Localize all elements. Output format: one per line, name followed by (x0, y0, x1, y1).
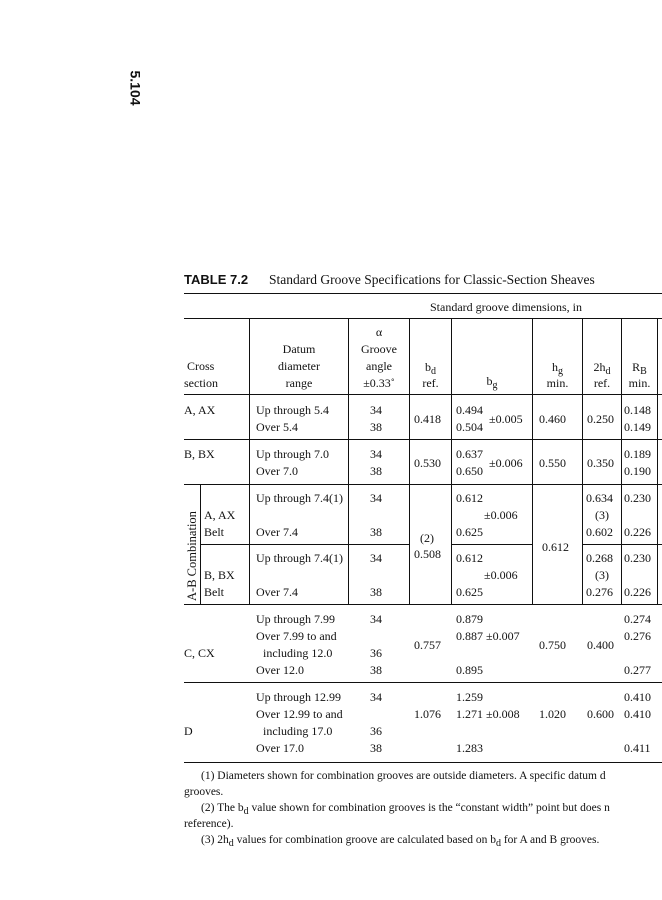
bg-c-1: 0.879 (456, 612, 483, 626)
tol-a: ±0.005 (489, 412, 523, 426)
bg-d-1: 1.259 (456, 690, 483, 704)
footnote-1-cont: grooves. (184, 786, 224, 798)
bg-c-3: 0.895 (456, 663, 483, 677)
rb-c-2: 0.276 (624, 629, 651, 643)
ab-hd-b-note: (3) (595, 568, 609, 582)
cross-d: D (184, 724, 193, 738)
ab-angle-b-1: 34 (370, 551, 382, 565)
rb-c-1: 0.274 (624, 612, 651, 626)
header-hd-ref: ref. (593, 376, 611, 390)
range-a-2: Over 5.4 (256, 420, 298, 434)
angle-c-3: 38 (370, 663, 382, 677)
ab-belt-b-1: B, BX (204, 568, 235, 582)
hg-c: 0.750 (539, 638, 566, 652)
header-bg: $b_g$ (486, 374, 498, 391)
footnote-1: (1) Diameters shown for combination grooves are outside diameters. A specific datum d (201, 770, 606, 782)
angle-a-1: 34 (370, 403, 382, 417)
rb-d-2: 0.410 (624, 707, 651, 721)
cross-b: B, BX (184, 447, 215, 461)
angle-b-1: 34 (370, 447, 382, 461)
ab-bd-note: (2) (420, 531, 434, 545)
hg-a: 0.460 (539, 412, 566, 426)
col-divider (657, 318, 658, 605)
rb-a-2: 0.149 (624, 420, 651, 434)
cross-a: A, AX (184, 403, 216, 417)
rb-b-1: 0.189 (624, 447, 651, 461)
ab-angle-b-2: 38 (370, 585, 382, 599)
header-alpha-symbol: α (375, 325, 383, 339)
rule-header-top (184, 318, 662, 319)
ab-belt-a-1: A, AX (204, 508, 236, 522)
angle-b-2: 38 (370, 464, 382, 478)
ab-belt-b-2: Belt (204, 585, 224, 599)
header-cross-1: Cross (187, 359, 215, 373)
hd-c: 0.400 (587, 638, 614, 652)
header-bd-ref: ref. (422, 376, 439, 390)
footnote-2: (2) The bd value shown for combination grooves is the “constant width” point but does n (201, 802, 610, 817)
ab-angle-a-2: 38 (370, 525, 382, 539)
bg-c-2: 0.887 ±0.007 (456, 629, 520, 643)
group-header: Standard groove dimensions, in (430, 300, 582, 314)
rb-d-1: 0.410 (624, 690, 651, 704)
col-divider (451, 318, 452, 605)
ab-range-a-1: Up through 7.4(1) (256, 491, 343, 505)
bg-d-2: 1.271 ±0.008 (456, 707, 520, 721)
angle-c-1: 34 (370, 612, 382, 626)
range-b-2: Over 7.0 (256, 464, 298, 478)
ab-rb-a-2: 0.226 (624, 525, 651, 539)
rb-c-3: 0.277 (624, 663, 651, 677)
bd-a: 0.418 (414, 412, 441, 426)
ab-hd-a-1: 0.634 (586, 491, 613, 505)
hg-b: 0.550 (539, 456, 566, 470)
footnote-3: (3) 2hd values for combination groove are calculated based on bd for A and B grooves. (201, 834, 600, 849)
header-hg-min: min. (546, 376, 569, 390)
angle-c-2: 36 (370, 646, 382, 660)
range-d-3: including 17.0 (263, 724, 333, 738)
bg-a-1: 0.494 (456, 403, 483, 417)
ab-bg-b-1: 0.612 (456, 551, 483, 565)
rb-d-3: 0.411 (624, 741, 651, 755)
header-alpha-2: angle (366, 359, 392, 373)
hd-b: 0.350 (587, 456, 614, 470)
range-d-1: Up through 12.99 (256, 690, 341, 704)
rule-ab-mid (200, 544, 409, 545)
ab-combination-label: A-B Combination (185, 511, 199, 601)
header-hd: $2h_d$ (593, 360, 611, 377)
range-d-2: Over 12.99 to and (256, 707, 343, 721)
header-datum-3: range (285, 376, 313, 390)
bg-b-2: 0.650 (456, 464, 483, 478)
page-number: 5.104 (127, 70, 144, 106)
angle-d-3: 38 (370, 741, 382, 755)
bd-d: 1.076 (414, 707, 441, 721)
bd-c: 0.757 (414, 638, 441, 652)
ab-hd-a-2: 0.602 (586, 525, 613, 539)
ab-tol-b: ±0.006 (484, 568, 518, 582)
bg-b-1: 0.637 (456, 447, 483, 461)
ab-range-b-2: Over 7.4 (256, 585, 298, 599)
bd-b: 0.530 (414, 456, 441, 470)
header-bd: $b_d$ (425, 360, 436, 377)
ab-rb-b-1: 0.230 (624, 551, 651, 565)
table-title: Standard Groove Specifications for Classic-Section Sheaves (269, 272, 595, 287)
hg-d: 1.020 (539, 707, 566, 721)
range-a-1: Up through 5.4 (256, 403, 329, 417)
rb-b-2: 0.190 (624, 464, 651, 478)
hd-a: 0.250 (587, 412, 614, 426)
range-c-2: Over 7.99 to and (256, 629, 337, 643)
range-c-4: Over 12.0 (256, 663, 304, 677)
header-alpha-3: ±0.33˚ (363, 376, 395, 390)
bg-d-3: 1.283 (456, 741, 483, 755)
ab-rb-a-1: 0.230 (624, 491, 651, 505)
rule-ab-mid (582, 544, 662, 545)
ab-hd-b-2: 0.276 (586, 585, 613, 599)
ab-bg-b-2: 0.625 (456, 585, 483, 599)
ab-belt-a-2: Belt (204, 525, 224, 539)
ab-rb-b-2: 0.226 (624, 585, 651, 599)
rule-ab-mid (451, 544, 532, 545)
rule-row (184, 439, 662, 440)
cross-c: C, CX (184, 646, 215, 660)
ab-range-a-2: Over 7.4 (256, 525, 298, 539)
header-datum-1: Datum (282, 342, 316, 356)
rule-row (184, 682, 662, 683)
table-label: TABLE 7.2 (184, 272, 249, 287)
rule-top (184, 293, 662, 294)
rule-bottom (184, 762, 662, 763)
angle-d-2: 36 (370, 724, 382, 738)
footnote-2-cont: reference). (184, 818, 234, 830)
angle-a-2: 38 (370, 420, 382, 434)
header-rb: $R_B$ (632, 360, 647, 377)
ab-bg-a-1: 0.612 (456, 491, 483, 505)
range-b-1: Up through 7.0 (256, 447, 329, 461)
angle-d-1: 34 (370, 690, 382, 704)
header-alpha-1: Groove (361, 342, 397, 356)
header-hg: $h_g$ (552, 360, 563, 377)
bg-a-2: 0.504 (456, 420, 483, 434)
tol-b: ±0.006 (489, 456, 523, 470)
ab-hg: 0.612 (542, 540, 569, 554)
ab-angle-a-1: 34 (370, 491, 382, 505)
rule-row (184, 484, 662, 485)
ab-bd: 0.508 (414, 547, 441, 561)
ab-range-b-1: Up through 7.4(1) (256, 551, 343, 565)
ab-tol-a: ±0.006 (484, 508, 518, 522)
header-rb-min: min. (628, 376, 651, 390)
hd-d: 0.600 (587, 707, 614, 721)
range-c-1: Up through 7.99 (256, 612, 335, 626)
ab-bg-a-2: 0.625 (456, 525, 483, 539)
rule-row (184, 604, 662, 605)
header-cross-2: section (184, 376, 218, 390)
range-c-3: including 12.0 (263, 646, 333, 660)
header-datum-2: diameter (278, 359, 320, 373)
rule-header-bottom (184, 394, 662, 395)
ab-hd-a-note: (3) (595, 508, 609, 522)
ab-hd-b-1: 0.268 (586, 551, 613, 565)
range-d-4: Over 17.0 (256, 741, 304, 755)
rb-a-1: 0.148 (624, 403, 651, 417)
